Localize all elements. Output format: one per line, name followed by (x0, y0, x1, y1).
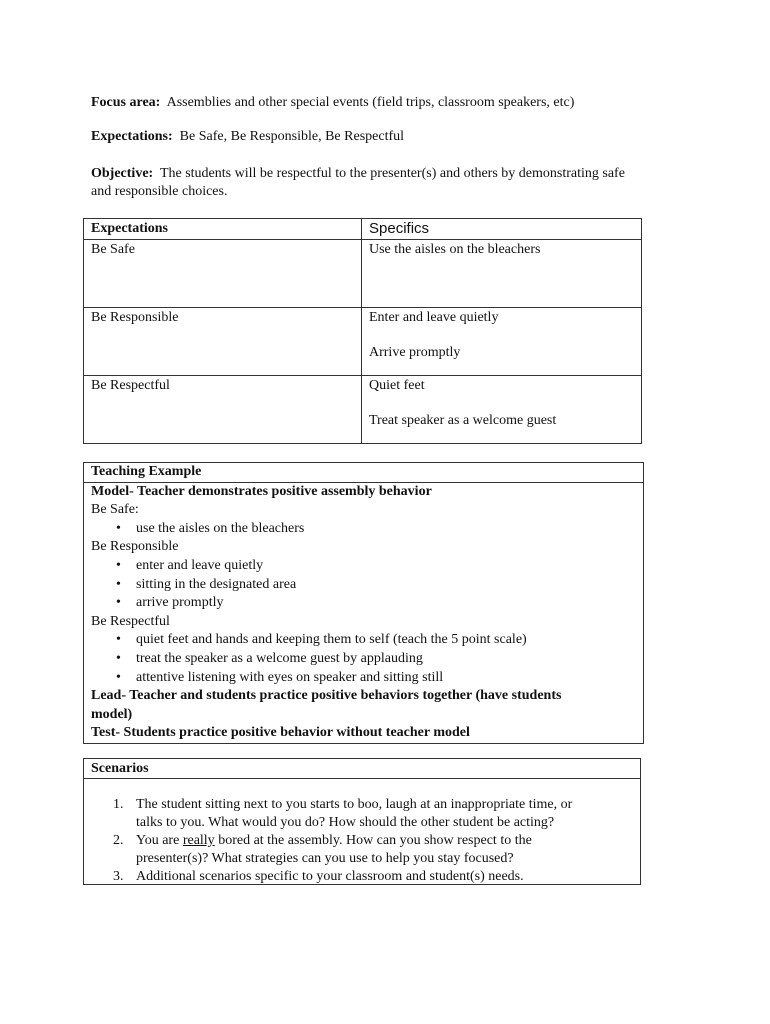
scenario-emphasis: really (182, 833, 215, 848)
scenario-list (91, 796, 633, 886)
focus-area-label: Focus area: (91, 95, 161, 110)
objective-text: The students will be respectful to the presenter(s) and others by demonstrating safe (159, 166, 625, 181)
list-item: • arrive promptly (136, 594, 636, 613)
focus-area-line (91, 94, 574, 112)
list-item: • attentive listening with eyes on speaker and sitting still (136, 669, 636, 688)
bullet-list (91, 520, 636, 539)
group-label: Be Responsible (91, 539, 179, 555)
scenario-number: 2. (113, 833, 124, 848)
specific-item: Treat speaker as a welcome guest (369, 413, 557, 428)
col-header-expectations: Expectations (84, 219, 362, 240)
row-expectation: Be Respectful (84, 376, 362, 444)
list-item: • enter and leave quietly (136, 557, 636, 576)
group-label: Be Respectful (91, 613, 170, 629)
scenario-text (136, 832, 633, 850)
row-expectation: Be Safe (84, 240, 362, 308)
scenario-item (113, 868, 633, 886)
scenarios-title: Scenarios (84, 759, 640, 779)
bullet-list (91, 631, 636, 687)
scenario-item (113, 832, 633, 868)
row-specifics (362, 376, 642, 444)
scenario-text-part: bored at the assembly. How can you show respect to the (214, 833, 532, 848)
row-expectation: Be Responsible (84, 308, 362, 376)
row-specifics (362, 240, 642, 308)
list-item: • use the aisles on the bleachers (136, 520, 636, 539)
scenario-number: 1. (113, 797, 124, 812)
focus-area-text: Assemblies and other special events (field trips, classroom speakers, etc) (166, 95, 575, 110)
objective-label: Objective: (91, 166, 154, 181)
scenario-text: talks to you. What would you do? How should the other student be acting? (136, 815, 555, 830)
specific-item: Arrive promptly (369, 345, 461, 360)
group-label: Be Safe: (91, 502, 139, 518)
specific-item: Use the aisles on the bleachers (369, 242, 541, 257)
teaching-example-title: Teaching Example (84, 463, 643, 483)
objective-line (91, 165, 625, 183)
scenario-text-part: You are (136, 833, 183, 848)
expectations-table (83, 218, 642, 444)
expectations-label: Expectations: (91, 129, 173, 144)
scenario-text: Additional scenarios specific to your classroom and student(s) needs. (136, 869, 524, 884)
objective-line-2: and responsible choices. (91, 184, 228, 199)
list-item: • sitting in the designated area (136, 576, 636, 595)
table-row (84, 240, 642, 308)
table-row (84, 308, 642, 376)
lead-line-2: model) (91, 706, 133, 722)
scenario-text: The student sitting next to you starts to boo, laugh at an inappropriate time, or (136, 797, 573, 812)
specific-item: Enter and leave quietly (369, 310, 499, 325)
list-item: • treat the speaker as a welcome guest by applauding (136, 650, 636, 669)
bullet-list (91, 557, 636, 613)
list-item: • quiet feet and hands and keeping them to self (teach the 5 point scale) (136, 631, 636, 650)
test-line: Test- Students practice positive behavior without teacher model (91, 725, 470, 741)
scenario-text: presenter(s)? What strategies can you use to help you stay focused? (136, 851, 514, 866)
lead-line: Lead- Teacher and students practice positive behaviors together (have students (91, 688, 562, 704)
col-header-specifics: Specifics (362, 219, 642, 240)
table-row (84, 376, 642, 444)
expectations-text: Be Safe, Be Responsible, Be Respectful (179, 129, 405, 144)
row-specifics (362, 308, 642, 376)
table-header-row (84, 219, 642, 240)
expectations-line (91, 128, 404, 146)
model-line: Model- Teacher demonstrates positive assembly behavior (91, 483, 432, 499)
scenario-item (113, 796, 633, 832)
specific-item: Quiet feet (369, 378, 425, 393)
teaching-example-box (83, 462, 644, 744)
scenarios-box (83, 758, 641, 885)
scenario-number: 3. (113, 869, 124, 884)
